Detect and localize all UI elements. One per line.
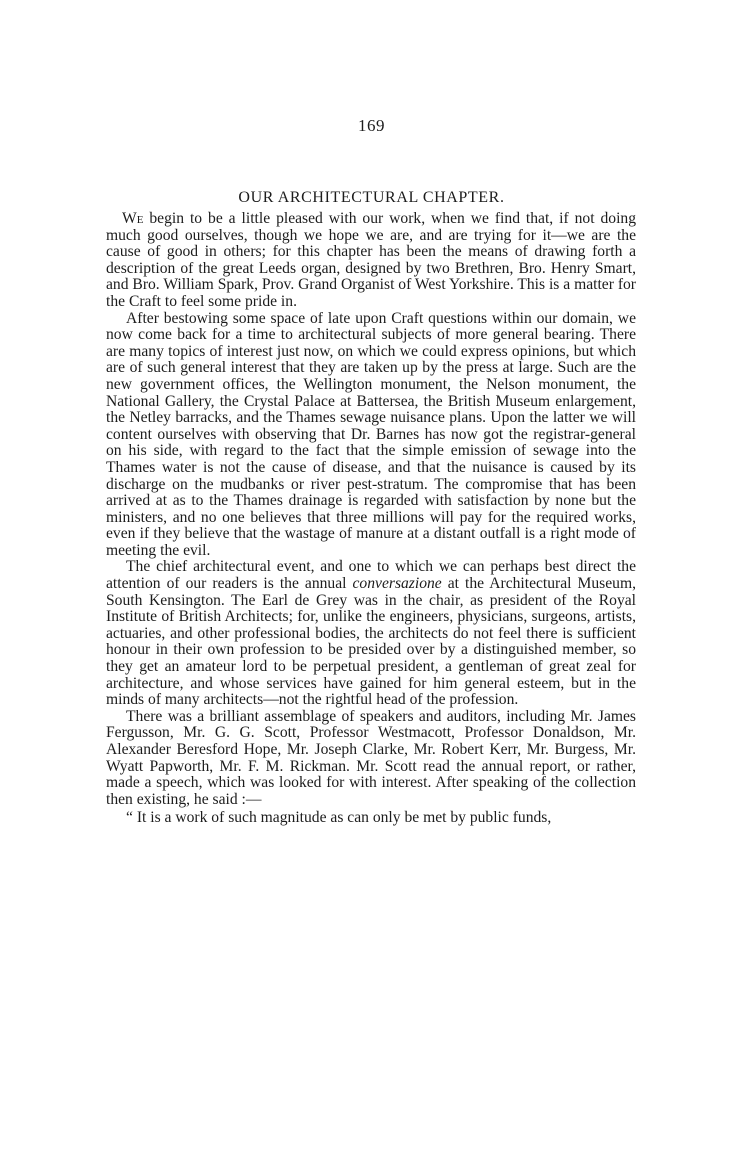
paragraph-1-text: begin to be a little pleased with our work, when we find that, if not doing much good ourselves, though we hope we are, and are trying for it—we are the cause of good in others; for this chapter has been the means of drawing forth a description of the great Leeds organ, designed by two Brethren, Bro. Henry Smart, and Bro. William Spark, Prov. Grand Organist of West Yorkshire. This is a matter for the Craft to feel some pride in. — [106, 210, 636, 310]
quotation-line: “ It is a work of such magnitude as can only be met by public funds, — [126, 809, 552, 827]
paragraph-1 — [106, 211, 636, 311]
paragraph-2: After bestowing some space of late upon Craft questions within our domain, we now come back for a time to architectural subjects of more general bearing. There are many topics of interest just now, on which we could express opinions, but which are of such general interest that they are taken up by the press at large. Such are the new government offices, the Wellington monument, the Nelson monument, the National Gallery, the Crystal Palace at Battersea, the British Museum enlargement, the Netley barracks, and the Thames sewage nuisance plans. Upon the latter we will content ourselves with observing that Dr. Barnes has now got the registrar-general on his side, with regard to the fact that the simple emission of sewage into the Thames water is not the cause of disease, and that the nuisance is caused by its discharge on the mudbanks or river pest-stratum. The compromise that has been arrived at as to the Thames drainage is regarded with satisfaction by none but the ministers, and no one believes that three millions will pay for the required works, even if they believe that the wastage of manure at a distant outfall is a right mode of meeting the evil. — [106, 309, 636, 559]
opening-word: We — [122, 210, 144, 227]
italic-term: conversazione — [352, 575, 442, 593]
chapter-body — [106, 211, 636, 827]
paragraph-3-text-after: at the Architectural Museum, South Kensington. The Earl de Grey was in the chair, as president of the Royal Institute of British Architects; for, unlike the engineers, physicians, surgeons, artists, actuaries, and other professional bodies, the architects do not feel there is sufficient honour in their own profession to be presided over by a distinguished member, so they get an amateur lord to be perpetual president, a gentleman of great zeal for architecture, and whose services have gained for him general esteem, but in the minds of many architects—not the rightful head of the profession. — [106, 575, 636, 709]
paragraph-3 — [106, 559, 636, 708]
chapter-title: OUR ARCHITECTURAL CHAPTER. — [238, 189, 505, 206]
paragraph-3-text-before: The chief architectural event, and one to which we can perhaps best direct the attention of our readers is the annual — [106, 558, 636, 593]
page-number: 169 — [358, 116, 385, 135]
paragraph-4: There was a brilliant assemblage of speakers and auditors, including Mr. James Fergusson, Mr. G. G. Scott, Professor Westmacott, Professor Donaldson, Mr. Alexander Beresford Hope, Mr. Joseph Clarke, Mr. Robert Kerr, Mr. Burgess, Mr. Wyatt Papworth, Mr. F. M. Rickman. Mr. Scott read the annual report, or rather, made a speech, which was looked for with interest. After speaking of the collection then existing, he said :— — [106, 707, 636, 808]
